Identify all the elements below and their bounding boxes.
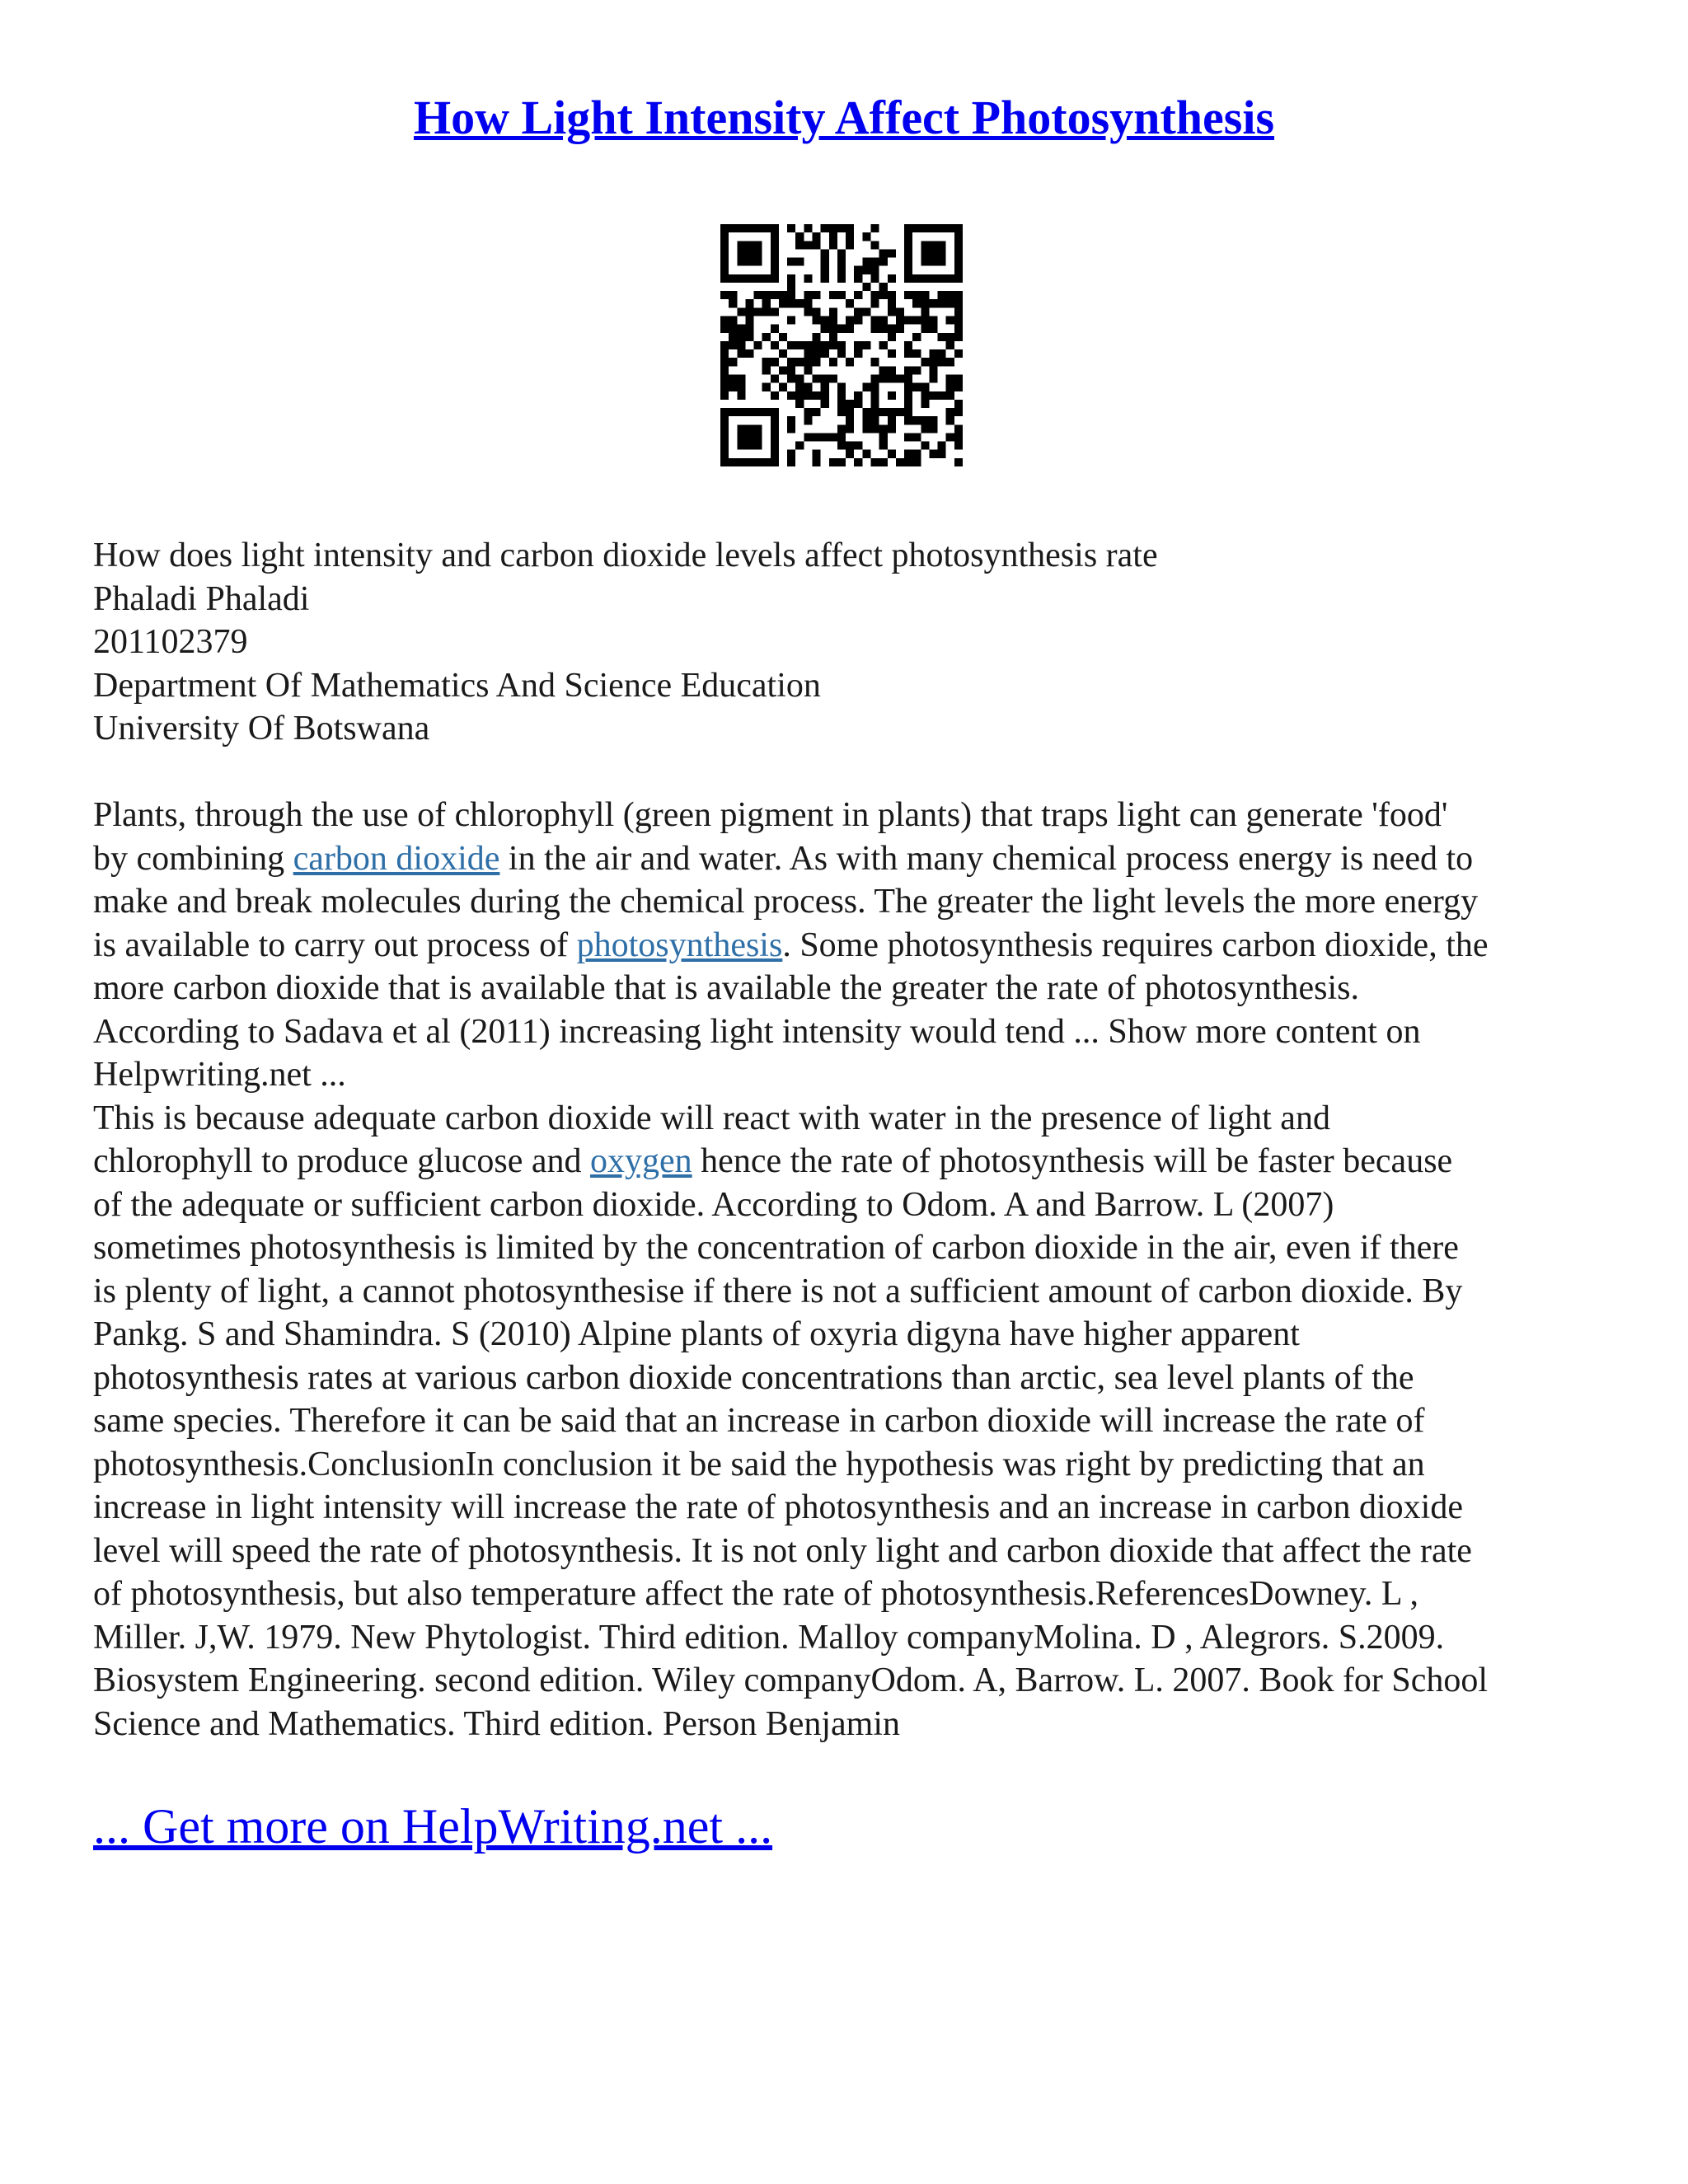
text-run: hence the rate of photosynthesis will be faster because — [692, 1142, 1453, 1180]
text-line: of photosynthesis, but also temperature affect the rate of photosynthesis.ReferencesDowney. L , — [93, 1575, 1418, 1613]
text-line — [93, 1140, 1601, 1183]
qr-code-icon — [720, 224, 963, 466]
text-line: increase in light intensity will increase the rate of photosynthesis and an increase in carbon dioxide — [93, 1488, 1463, 1526]
text-run: in the air and water. As with many chemical process energy is need to — [499, 839, 1474, 878]
body-text — [93, 794, 1601, 1746]
text-line — [93, 924, 1601, 968]
meta-department: Department Of Mathematics And Science Education — [93, 666, 821, 705]
text-line: Pankg. S and Shamindra. S (2010) Alpine plants of oxyria digyna have higher apparent — [93, 1315, 1300, 1353]
text-line: Science and Mathematics. Third edition. Person Benjamin — [93, 1704, 901, 1743]
title-link[interactable]: How Light Intensity Affect Photosynthesis — [413, 91, 1275, 144]
text-line: Plants, through the use of chlorophyll (green pigment in plants) that traps light can generate 'food' — [93, 796, 1448, 834]
text-run: is available to carry out process of — [93, 926, 577, 964]
oxygen-link[interactable]: oxygen — [590, 1142, 692, 1180]
carbon-dioxide-link[interactable]: carbon dioxide — [293, 839, 500, 878]
meta-author: Phaladi Phaladi — [93, 579, 310, 618]
text-line: Miller. J,W. 1979. New Phytologist. Third edition. Malloy companyMolina. D , Alegrors. S.2009. — [93, 1618, 1445, 1657]
text-line: photosynthesis.ConclusionIn conclusion it be said the hypothesis was right by predicting that an — [93, 1445, 1425, 1483]
text-line: Biosystem Engineering. second edition. Wiley companyOdom. A, Barrow. L. 2007. Book for School — [93, 1661, 1489, 1699]
text-line: level will speed the rate of photosynthesis. It is not only light and carbon dioxide that affect the rate — [93, 1531, 1472, 1570]
text-line: same species. Therefore it can be said that an increase in carbon dioxide will increase the rate of — [93, 1402, 1425, 1440]
text-line: of the adequate or sufficient carbon dioxide. According to Odom. A and Barrow. L (2007) — [93, 1185, 1334, 1224]
paragraph-1 — [93, 794, 1601, 1097]
text-run: chlorophyll to produce glucose and — [93, 1142, 591, 1180]
text-line: is plenty of light, a cannot photosynthesise if there is not a sufficient amount of carbon dioxide. By — [93, 1272, 1463, 1310]
text-run: by combining — [93, 839, 293, 878]
text-line: photosynthesis rates at various carbon dioxide concentrations than arctic, sea level plants of the — [93, 1358, 1414, 1397]
meta-student-id: 201102379 — [93, 623, 248, 661]
text-line: Helpwriting.net ... — [93, 1056, 346, 1094]
meta-university: University Of Botswana — [93, 710, 430, 748]
photosynthesis-link[interactable]: photosynthesis — [576, 926, 783, 964]
get-more-link[interactable]: ... Get more on HelpWriting.net ... — [93, 1799, 773, 1854]
text-line: According to Sadava et al (2011) increasing light intensity would tend ... Show more content on — [93, 1012, 1421, 1051]
text-line — [93, 837, 1601, 881]
text-run: . Some photosynthesis requires carbon dioxide, the — [782, 926, 1489, 964]
meta-heading: How does light intensity and carbon dioxide levels affect photosynthesis rate — [93, 537, 1158, 574]
text-line: more carbon dioxide that is available that is available the greater the rate of photosynthesis. — [93, 969, 1359, 1007]
text-line: This is because adequate carbon dioxide will react with water in the presence of light and — [93, 1099, 1330, 1137]
paragraph-2 — [93, 1097, 1601, 1746]
page-title — [0, 89, 1688, 147]
document-meta — [93, 534, 1601, 751]
text-line: sometimes photosynthesis is limited by the concentration of carbon dioxide in the air, even if there — [93, 1229, 1459, 1267]
get-more-footer — [93, 1797, 772, 1856]
text-line: make and break molecules during the chemical process. The greater the light levels the more energy — [93, 883, 1479, 921]
